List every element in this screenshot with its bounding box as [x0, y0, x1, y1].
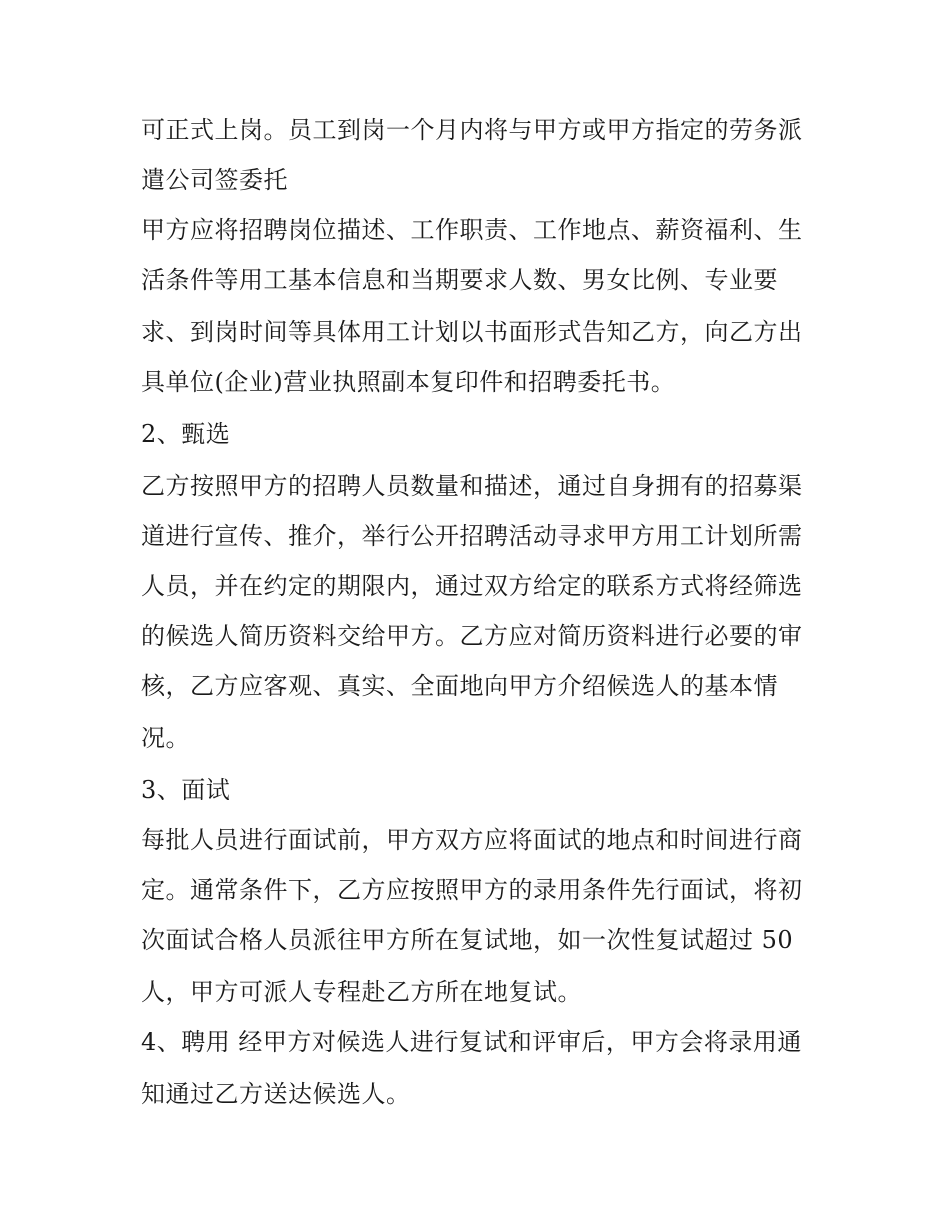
paragraph-line: 人员，并在约定的期限内，通过双方给定的联系方式将经筛选	[141, 572, 803, 600]
section-heading: 3、面试	[141, 776, 231, 804]
paragraph-line: 定。通常条件下，乙方应按照甲方的录用条件先行面试，将初	[141, 876, 803, 904]
paragraph-line: 人，甲方可派人专程赴乙方所在地复试。	[141, 978, 582, 1006]
paragraph-line: 知通过乙方送达候选人。	[141, 1080, 411, 1108]
paragraph-line: 的候选人简历资料交给甲方。乙方应对简历资料进行必要的审	[141, 622, 803, 650]
paragraph-line: 核，乙方应客观、真实、全面地向甲方介绍候选人的基本情	[141, 672, 778, 700]
paragraph-line: 乙方按照甲方的招聘人员数量和描述，通过自身拥有的招募渠	[141, 472, 803, 500]
paragraph-line: 可正式上岗。员工到岗一个月内将与甲方或甲方指定的劳务派	[141, 116, 803, 144]
paragraph-line: 遣公司签委托	[141, 166, 288, 194]
paragraph-line: 甲方应将招聘岗位描述、工作职责、工作地点、薪资福利、生	[141, 216, 803, 244]
paragraph-line: 活条件等用工基本信息和当期要求人数、男女比例、专业要	[141, 266, 778, 294]
section-heading: 2、甄选	[141, 420, 231, 448]
paragraph-line: 况。	[141, 724, 190, 752]
paragraph-line: 次面试合格人员派往甲方所在复试地，如一次性复试超过 50	[141, 926, 794, 954]
paragraph-line: 每批人员进行面试前，甲方双方应将面试的地点和时间进行商	[141, 826, 803, 854]
paragraph-line: 道进行宣传、推介，举行公开招聘活动寻求甲方用工计划所需	[141, 522, 803, 550]
section-heading: 4、聘用 经甲方对候选人进行复试和评审后，甲方会将录用通	[141, 1028, 802, 1056]
paragraph-line: 求、到岗时间等具体用工计划以书面形式告知乙方，向乙方出	[141, 318, 803, 346]
paragraph-line: 具单位(企业)营业执照副本复印件和招聘委托书。	[141, 368, 676, 396]
